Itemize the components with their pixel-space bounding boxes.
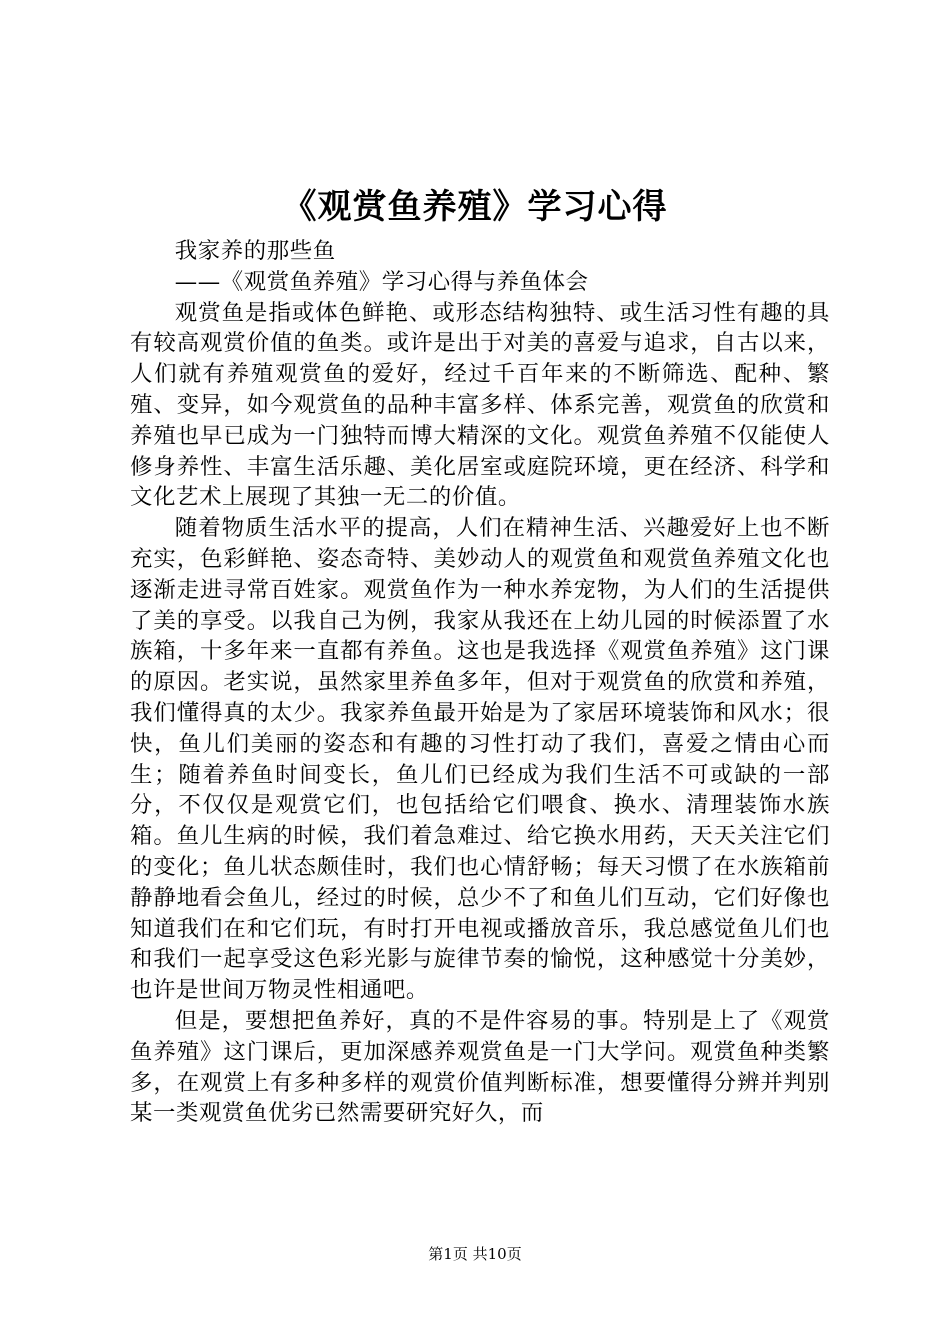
page-title: 《观赏鱼养殖》学习心得 <box>282 187 668 227</box>
document-body <box>130 236 830 1129</box>
subtitle: 我家养的那些鱼 <box>174 238 336 264</box>
subtitle-note: ——《观赏鱼养殖》学习心得与养鱼体会 <box>174 268 589 295</box>
paragraph-challenge: 但是，要想把鱼养好，真的不是件容易的事。特别是上了《观赏鱼养殖》这门课后，更加深感养观赏鱼是一门大学问。观赏鱼种类繁多，在观赏上有多种多样的观赏价值判断标准，想要懂得分辨并判别某一类观赏鱼优劣已然需要研究好久，而 <box>130 1007 830 1127</box>
paragraph-experience: 随着物质生活水平的提高，人们在精神生活、兴趣爱好上也不断充实，色彩鲜艳、姿态奇特、美妙动人的观赏鱼和观赏鱼养殖文化也逐渐走进寻常百姓家。观赏鱼作为一种水养宠物，为人们的生活提供了美的享受。以我自己为例，我家从我还在上幼儿园的时候添置了水族箱，十多年来一直都有养鱼。这也是我选择《观赏鱼养殖》这门课的原因。老实说，虽然家里养鱼多年，但对于观赏鱼的欣赏和养殖，我们懂得真的太少。我家养鱼最开始是为了家居环境装饰和风水；很快，鱼儿们美丽的姿态和有趣的习性打动了我们，喜爱之情由心而生；随着养鱼时间变长，鱼儿们已经成为我们生活不可或缺的一部分，不仅仅是观赏它们，也包括给它们喂食、换水、清理装饰水族箱。鱼儿生病的时候，我们着急难过、给它换水用药，天天关注它们的变化；鱼儿状态颇佳时，我们也心情舒畅；每天习惯了在水族箱前静静地看会鱼儿，经过的时候，总少不了和鱼儿们互动，它们好像也知道我们在和它们玩，有时打开电视或播放音乐，我总感觉鱼儿们也和我们一起享受这色彩光影与旋律节奏的愉悦，这种感觉十分美妙，也许是世间万物灵性相通吧。 <box>130 515 830 1004</box>
page-number-footer: 第1页 共10页 <box>428 1245 522 1263</box>
paragraph-intro: 观赏鱼是指或体色鲜艳、或形态结构独特、或生活习性有趣的具有较高观赏价值的鱼类。或许是出于对美的喜爱与追求，自古以来，人们就有养殖观赏鱼的爱好，经过千百年来的不断筛选、配种、繁殖、变异，如今观赏鱼的品种丰富多样、体系完善，观赏鱼的欣赏和养殖也早已成为一门独特而博大精深的文化。观赏鱼养殖不仅能使人修身养性、丰富生活乐趣、美化居室或庭院环境，更在经济、科学和文化艺术上展现了其独一无二的价值。 <box>130 299 830 511</box>
